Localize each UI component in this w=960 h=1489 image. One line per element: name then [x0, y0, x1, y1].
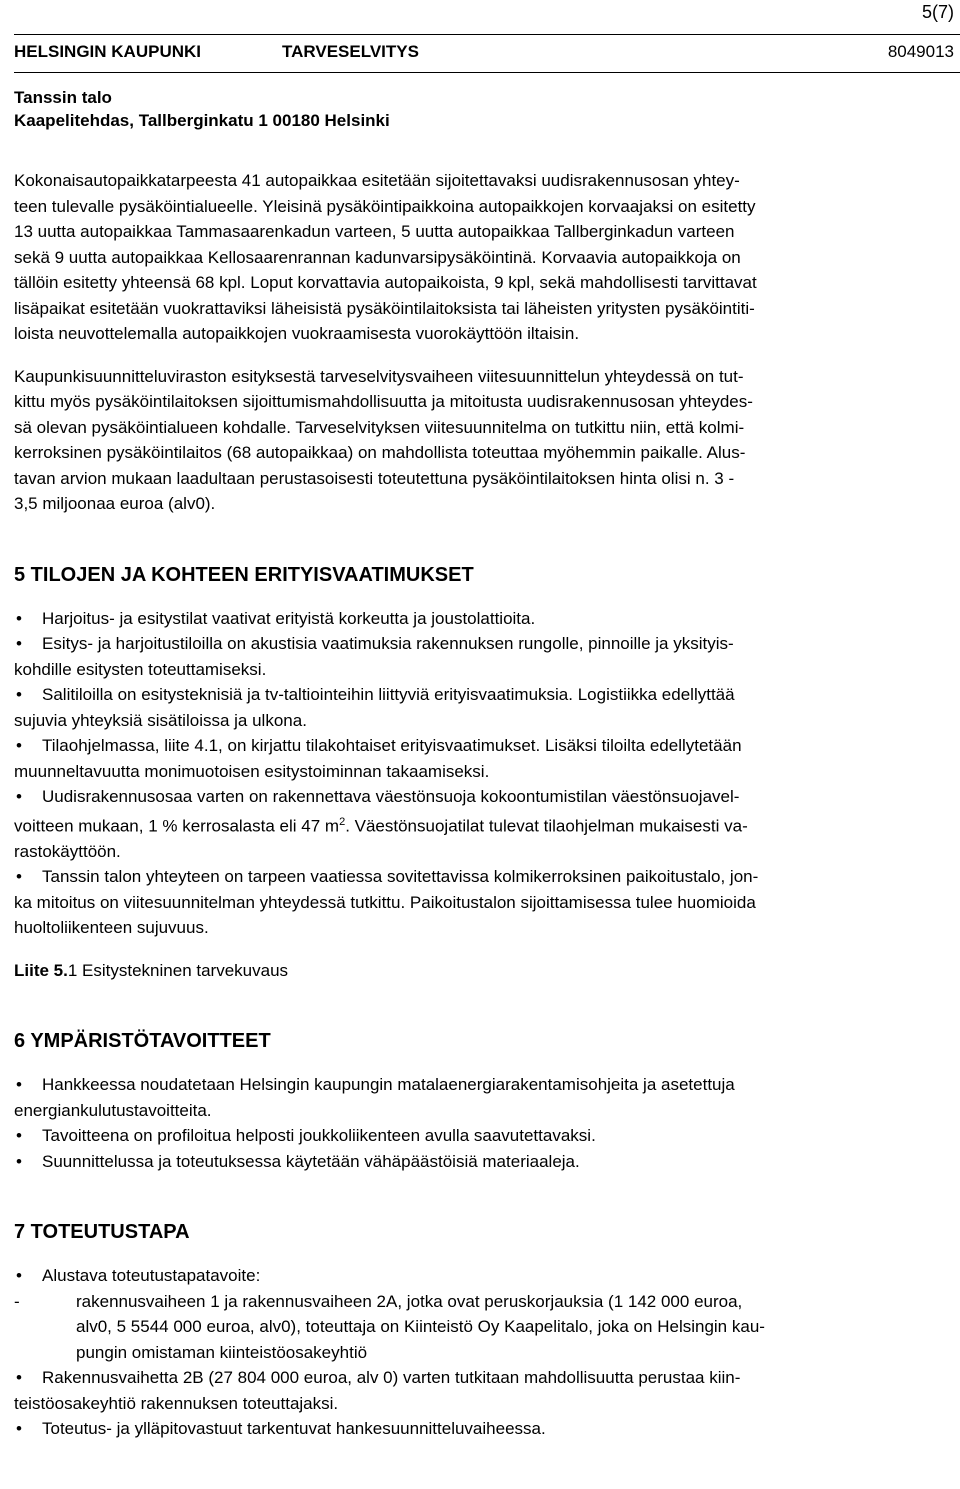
text-line: Uudisrakennusosaa varten on rakennettava väestönsuoja kokoontumistilan väestönsuojavel- — [42, 787, 740, 806]
page-number: 5(7) — [921, 2, 954, 22]
text-line: loista neuvottelemalla autopaikkojen vuokraamisesta vuorokäyttöön iltaisin. — [14, 324, 580, 343]
text-line: 3,5 miljoonaa euroa (alv0). — [14, 494, 216, 513]
list-item — [14, 864, 944, 941]
project-name: Tanssin talo — [14, 88, 112, 107]
bullet-icon: • — [16, 634, 22, 653]
bullet-icon: • — [16, 787, 22, 806]
text-line: kohdille esitysten toteuttamiseksi. — [14, 659, 267, 679]
text-line: Tanssin talon yhteyteen on tarpeen vaatiessa sovitettavissa kolmikerroksinen paikoitustalo, jon- — [42, 867, 759, 887]
annex-title: 1 Esitystekninen tarvekuvaus — [67, 960, 289, 980]
text-line: rastokäyttöön. — [14, 841, 121, 861]
list-item — [14, 606, 944, 632]
text-line: voitteen mukaan, 1 % kerrosalasta eli 47 m — [14, 816, 340, 836]
dash-icon: - — [14, 1291, 20, 1311]
bullet-icon: • — [16, 1075, 22, 1095]
text-line: sujuvia yhteyksiä sisätiloissa ja ulkona. — [14, 710, 307, 730]
header-city: HELSINGIN KAUPUNKI — [14, 42, 202, 61]
text-line: sä olevan pysäköintialueen kohdalle. Tarveselvityksen viitesuunnitelma on tutkittu niin, että kolmi- — [14, 417, 745, 437]
text-line: tavan arvion mukaan laadultaan perustasoisesti toteutettuna pysäköintilaitoksen hinta olisi n. 3 - — [14, 468, 735, 488]
text-line: ka mitoitus on viitesuunnitelman yhteydessä tutkittu. Paikoitustalon sijoittamisessa tulee huomioida — [14, 892, 756, 912]
list-item — [14, 1263, 944, 1365]
text-line: Salitiloilla on esitysteknisiä ja tv-taltiointeihin liittyviä erityisvaatimuksia. Logistiikka edellyttää — [42, 685, 735, 704]
paragraph-parking-facility — [14, 364, 944, 517]
text-line: Toteutus- ja ylläpitovastuut tarkentuvat hankesuunnitteluvaiheessa. — [42, 1419, 546, 1439]
text-line: muunneltavuutta monimuotoisen esitystoiminnan takaamiseksi. — [14, 761, 490, 781]
list-item — [14, 1149, 944, 1175]
list-item — [14, 784, 944, 864]
text-line: Tavoitteena on profiloitua helposti joukkoliikenteen avulla saavutettavaksi. — [42, 1126, 596, 1146]
text-line: tällöin esitetty yhteensä 68 kpl. Loput korvattavia autopaikoista, 9 kpl, sekä mahdollisesti tarvittavat — [14, 273, 757, 292]
text-line: kittu myös pysäköintilaitoksen sijoittumismahdollisuutta ja mitoitusta uudisrakennusosan yhteydes- — [14, 392, 753, 411]
list-item — [14, 1072, 944, 1123]
list-item — [14, 1416, 944, 1442]
text-line: teen tulevalle pysäköintialueelle. Yleisinä pysäköintipaikkoina autopaikkojen korvaajaksi on esitetty — [14, 196, 756, 216]
bullet-icon: • — [16, 867, 22, 887]
text-line: sekä 9 uutta autopaikkaa Kellosaarenrannan kadunvarsipysäköintinä. Korvaavia autopaikkoja on — [14, 247, 741, 267]
text-line: . Väestönsuojatilat tulevat tilaohjelman mukaisesti va- — [345, 816, 748, 836]
header-row — [14, 42, 954, 64]
text-line: Rakennusvaihetta 2B (27 804 000 euroa, alv 0) varten tutkitaan mahdollisuutta perustaa kiin- — [42, 1368, 741, 1388]
text-line: energiankulutustavoitteita. — [14, 1100, 212, 1120]
section-6-title: 6 YMPÄRISTÖTAVOITTEET — [14, 1030, 271, 1053]
text-line: rakennusvaiheen 1 ja rakennusvaiheen 2A, jotka ovat peruskorjauksia (1 142 000 euroa, — [76, 1291, 743, 1311]
bullet-icon: • — [16, 1266, 22, 1286]
text-line: Kaupunkisuunnitteluviraston esityksestä tarveselvitysvaiheen viitesuunnittelun yhteydessä on tut- — [14, 366, 744, 386]
text-line: pungin omistaman kiinteistöosakeyhtiö — [76, 1342, 368, 1362]
bullet-icon: • — [16, 685, 22, 704]
bullet-icon: • — [16, 1151, 22, 1171]
bullet-icon: • — [16, 608, 22, 628]
text-line: alv0, 5 5544 000 euroa, alv0), toteuttaja on Kiinteistö Oy Kaapelitalo, joka on Helsingin kau- — [76, 1317, 765, 1337]
text-line: teistöosakeyhtiö rakennuksen toteuttajaksi. — [14, 1393, 339, 1413]
annex-label: Liite 5. — [14, 960, 68, 980]
paragraph-parking — [14, 168, 944, 347]
text-line: Alustava toteutustapatavoite: — [42, 1266, 261, 1286]
list-item — [14, 1365, 944, 1416]
list-item — [14, 631, 944, 682]
list-item — [14, 1123, 944, 1149]
section-7-title: 7 TOTEUTUSTAPA — [14, 1221, 190, 1244]
bullet-icon: • — [16, 1126, 22, 1146]
header-doc-number: 8049013 — [887, 42, 954, 61]
text-line: Tilaohjelmassa, liite 4.1, on kirjattu tilakohtaiset erityisvaatimukset. Lisäksi tiloilta edellytetään — [42, 736, 742, 755]
superscript: 2 — [339, 815, 346, 828]
section-7-list — [14, 1263, 944, 1442]
section-5-title: 5 TILOJEN JA KOHTEEN ERITYISVAATIMUKSET — [14, 563, 474, 586]
text-line: Harjoitus- ja esitystilat vaativat erityistä korkeutta ja joustolattioita. — [42, 608, 536, 628]
document-body — [14, 168, 944, 1442]
text-line: Esitys- ja harjoitustiloilla on akustisia vaatimuksia rakennuksen rungolle, pinnoille ja yksityis- — [42, 634, 734, 653]
text-line: 13 uutta autopaikkaa Tammasaarenkadun varteen, 5 uutta autopaikkaa Tallberginkadun varteen — [14, 222, 735, 241]
section-5-list — [14, 606, 944, 941]
text-line: lisäpaikat esitetään vuokrattaviksi läheisistä pysäköintilaitoksista tai läheisten yritysten pysäköintiti- — [14, 298, 755, 318]
header-top-rule — [14, 34, 960, 35]
list-item — [14, 682, 944, 733]
text-line: Kokonaisautopaikkatarpeesta 41 autopaikkaa esitetään sijoitettavaksi uudisrakennusosan yhtey- — [14, 171, 740, 190]
header-doc-type: TARVESELVITYS — [282, 42, 419, 61]
text-line: Hankkeessa noudatetaan Helsingin kaupungin matalaenergiarakentamisohjeita ja asetettuja — [42, 1075, 735, 1095]
annex-reference — [14, 958, 944, 984]
project-address: Kaapelitehdas, Tallberginkatu 1 00180 Helsinki — [14, 111, 390, 130]
header-project — [14, 86, 390, 132]
bullet-icon: • — [16, 1419, 22, 1439]
dash-item — [14, 1289, 944, 1366]
section-6-list — [14, 1072, 944, 1174]
text-line: kerroksinen pysäköintilaitos (68 autopaikkaa) on mahdollista toteuttaa myöhemmin paikalle. Alus- — [14, 443, 746, 462]
bullet-icon: • — [16, 736, 22, 755]
bullet-icon: • — [16, 1368, 22, 1388]
list-item — [14, 733, 944, 784]
header-rule — [14, 72, 960, 73]
text-line: Suunnittelussa ja toteutuksessa käytetään vähäpäästöisiä materiaaleja. — [42, 1151, 580, 1171]
text-line: huoltoliikenteen sujuvuus. — [14, 918, 209, 938]
